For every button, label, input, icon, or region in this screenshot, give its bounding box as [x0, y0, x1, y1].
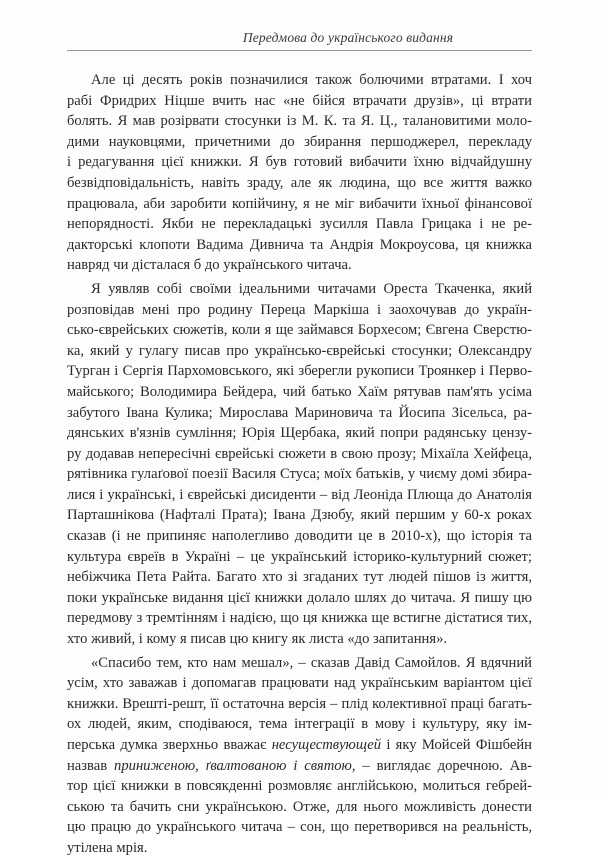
text-line: перська думка зверхньо вважає несуществующей і яку Мойсей Фішбейн — [67, 737, 532, 753]
text-line: працювала, аби заробити копійчину, я не міг вибачити їхньої фінансової — [67, 195, 532, 212]
text-line: Я уявляв собі своїми ідеальними читачами Ореста Ткаченка, який — [91, 280, 532, 297]
text-line: цю працю до українського читача – сон, що перетворився на реальність, — [67, 819, 532, 836]
text-line: болять. Я мав розірвати стосунки із М. К. та Я. Ц., талановитими моло- — [67, 113, 532, 130]
text-line: «Спасибо тем, кто нам мешал», – сказав Давід Самойлов. Я вдячний — [91, 654, 532, 671]
text-line: лися і українські, і єврейські дисиденти – від Леоніда Плюща до Анатолія — [67, 486, 532, 503]
text-line: рятівника гулаґової поезії Василя Стуса; моїх батьків, у чиєму домі збира- — [67, 466, 532, 483]
text-line: сько-єврейських сюжетів, коли я ще займався Борхесом; Євгена Сверстю- — [67, 322, 532, 339]
text-line: дими науковцями, причетними до збирання першоджерел, перекладу — [67, 133, 532, 150]
text-line: назвав приниженою, ґвалтованою і святою, – виглядає доречною. Ав- — [67, 757, 532, 774]
text-line: розповідав мені про родину Переца Маркіша і заохочував до україн- — [67, 301, 532, 318]
text-line: забутого Івана Кулика; Мирослава Мариновича та Йосипа Зісельса, ра- — [67, 404, 532, 421]
text-line: утілена мрія. — [67, 839, 148, 856]
text-line: і редагування цієї книжки. Я був готовий вибачити їхню відчайдушну — [67, 154, 532, 171]
text-line: тор цієї книжки в повсякденні розмовляє англійською, молиться гебрей- — [67, 778, 532, 795]
emphasized-phrase: несуществующей — [271, 737, 382, 753]
text-line: дакторські клопоти Вадима Дивнича та Андрія Мокроусова, ця книжка — [67, 236, 532, 253]
text-line: сказав (і не припиняє наполегливо доводити це в 2010-х), що історія та — [67, 528, 532, 545]
text-line: небіжчика Пета Райта. Багато хто зі згаданих тут людей пішов із життя, — [67, 569, 532, 586]
text-line: поки українське видання цієї книжки долало шлях до читача. Я пишу цю — [67, 589, 532, 606]
paragraph-2 — [67, 279, 532, 650]
text-line: ох людей, яким, сподіваюся, тема інтеграції в мову і культуру, яку ім- — [67, 716, 532, 733]
text-line: дянських в'язнів сумління; Юрія Щербака, який попри радянську цензу- — [67, 425, 532, 442]
text-line: безвідповідальність, навіть зраду, але як людина, що все життя важко — [67, 174, 532, 191]
text-line: майського; Володимира Бейдера, чий батько Хаїм рятував пам'ять усіма — [67, 383, 532, 400]
text-line: книжки. Врешті-решт, її остаточна версія – плід колективної праці багать- — [67, 695, 532, 712]
text-line: усім, хто заважав і допомагав працювати над українським варіантом цієї — [67, 675, 532, 692]
body-text — [67, 70, 532, 859]
text-line: Турган і Сергія Пархомовського, які зберегли рукописи Троянкер і Перво- — [67, 363, 532, 380]
text-line: рабі Фридрих Ніцше вчить нас «не бійся втрачати друзів», ці втрати — [67, 92, 532, 109]
text-line: ка, який у гулагу писав про українсько-єврейські стосунки; Олександру — [67, 342, 532, 359]
text-line: хто живий, і кому я писав цю книгу як листа «до запитання». — [67, 631, 448, 648]
running-header: Передмова до українського видання — [242, 30, 454, 45]
text-line: культура євреїв в Україні – це український історико-культурний сюжет; — [67, 548, 532, 565]
text-line: ру додавав непересічні єврейські сюжети в свою прозу; Міхаїла Хейфеца, — [67, 445, 532, 462]
text-line: Парташнікова (Нафталі Прата); Івана Дзюбу, який першим у 60-х роках — [67, 507, 532, 524]
text-line: передмову з тремтінням і надією, що ця книжка ще встигне дістатися тих, — [67, 610, 532, 627]
emphasized-phrase: приниженою, ґвалтованою і святою — [114, 757, 352, 774]
header-rule — [67, 50, 532, 51]
paragraph-3 — [67, 653, 532, 859]
text-line: навряд чи дісталася б до українського читача. — [67, 257, 352, 274]
paragraph-1 — [67, 70, 532, 276]
text-line: Але ці десять років позначилися також болючими втратами. І хоч — [91, 72, 532, 88]
text-line: непорядності. Якби не перекладацькі зусилля Павла Грицака і не ре- — [67, 216, 532, 233]
text-line: ською та бачить сни українською. Отже, для нього можливість донести — [67, 798, 532, 815]
